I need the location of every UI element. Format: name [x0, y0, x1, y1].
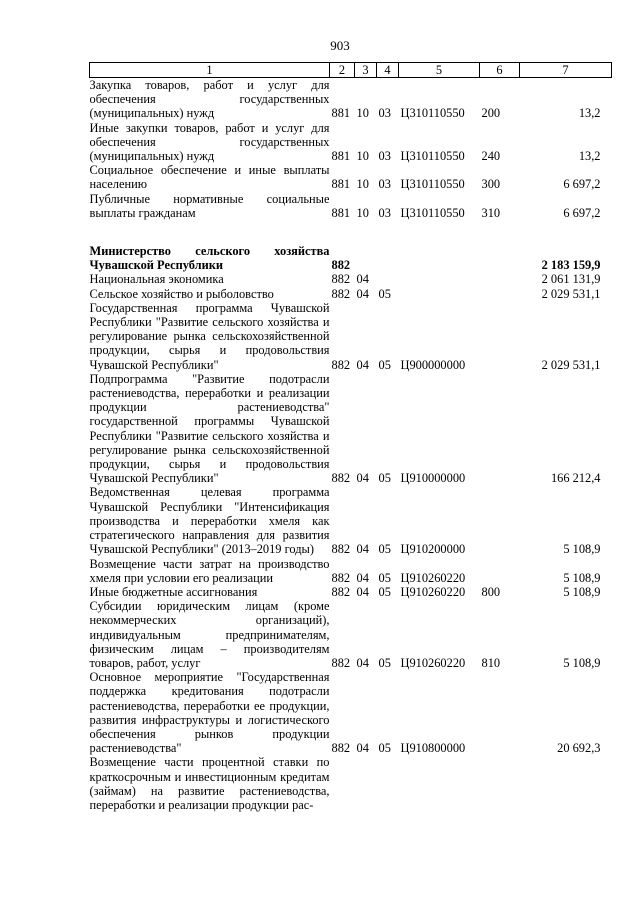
cell-name: Основное мероприятие "Государственная поддержка кредитования подотрасли растениеводства, переработки ее продукции, развития инфраструктуры и логистического обеспечения рынков продукции растениеводства" — [89, 670, 330, 756]
cell-code-pr — [377, 244, 399, 272]
col-header-2: 2 — [330, 63, 355, 78]
cell-code-pr: 05 — [378, 570, 391, 585]
cell-code-vr — [480, 244, 520, 272]
page-number: 903 — [330, 38, 350, 53]
cell-amount: 166 212,4 — [550, 471, 601, 486]
cell-code-vr: 300 — [481, 177, 501, 192]
cell-code-csr — [399, 272, 480, 286]
cell-code-gr: 882 — [331, 286, 351, 301]
table-row — [90, 372, 612, 486]
cell-code-vr: 200 — [481, 106, 501, 121]
cell-name: Подпрограмма "Развитие подотрасли растениеводства, переработки и реализации продукции растениеводства" государственной программы Чувашской Республики "Развитие сельского хозяйства и регулирование рынка сельскохозяйственной продукции, сырья и продовольствия Чувашской Республики" — [89, 371, 330, 486]
cell-amount: 5 108,9 — [563, 584, 601, 599]
cell-code-gr: 882 — [331, 471, 351, 486]
cell-code-pr: 05 — [378, 655, 391, 670]
cell-name: Государственная программа Чувашской Республики "Развитие сельского хозяйства и регулирование рынка сельскохозяйственной продукции, сырья и продовольствия Чувашской Республики" — [89, 300, 330, 372]
table-row — [90, 121, 612, 164]
cell-code-vr — [480, 287, 520, 301]
cell-code-csr — [399, 755, 480, 812]
cell-code-rz: 04 — [356, 357, 369, 372]
col-header-5: 5 — [399, 63, 480, 78]
cell-name: Закупка товаров, работ и услуг для обеспечения государственных (муниципальных) нужд — [89, 78, 330, 121]
table-row — [90, 287, 612, 301]
cell-code-pr: 05 — [378, 471, 391, 486]
cell-code-pr — [377, 272, 399, 286]
table-row — [90, 485, 612, 556]
table-row — [90, 599, 612, 670]
cell-code-gr: 881 — [331, 177, 351, 192]
cell-code-vr — [480, 755, 520, 812]
cell-code-rz: 04 — [356, 272, 369, 287]
cell-amount: 6 697,2 — [563, 205, 601, 220]
col-header-7: 7 — [520, 63, 612, 78]
cell-code-vr — [480, 557, 520, 585]
cell-code-csr: Ц310110550 — [400, 106, 465, 121]
cell-name: Сельское хозяйство и рыболовство — [89, 286, 274, 301]
cell-name: Возмещение части процентной ставки по краткосрочным и инвестиционным кредитам (займам) на развитие растениеводства, переработки и реализации продукции рас- — [89, 755, 330, 812]
cell-code-gr: 882 — [331, 570, 351, 585]
cell-code-vr: 810 — [481, 655, 501, 670]
cell-name: Публичные нормативные социальные выплаты гражданам — [89, 191, 330, 220]
cell-code-rz: 04 — [356, 570, 369, 585]
cell-amount: 2 183 159,9 — [541, 258, 601, 273]
cell-code-pr: 05 — [378, 584, 391, 599]
cell-name: Иные бюджетные ассигнования — [89, 584, 258, 599]
cell-code-rz: 10 — [356, 177, 369, 192]
cell-code-pr: 05 — [378, 286, 391, 301]
table-row — [90, 755, 612, 812]
cell-code-csr: Ц900000000 — [400, 357, 466, 372]
cell-code-gr — [330, 755, 355, 812]
cell-name: Социальное обеспечение и иные выплаты населению — [89, 163, 330, 192]
table-row — [90, 192, 612, 220]
cell-code-pr — [377, 755, 399, 812]
table-row — [90, 670, 612, 755]
table-body — [90, 78, 612, 813]
cell-code-gr: 881 — [331, 205, 351, 220]
cell-code-csr: Ц910260220 — [400, 570, 466, 585]
cell-code-vr — [480, 272, 520, 286]
cell-code-rz: 04 — [356, 584, 369, 599]
cell-code-vr — [480, 485, 520, 556]
table-row — [90, 78, 612, 121]
cell-name: Иные закупки товаров, работ и услуг для обеспечения государственных (муниципальных) нужд — [89, 120, 330, 164]
cell-code-pr: 03 — [378, 106, 391, 121]
cell-code-csr — [399, 287, 480, 301]
cell-code-rz — [355, 755, 377, 812]
col-header-4: 4 — [377, 63, 399, 78]
cell-code-gr: 882 — [331, 741, 351, 756]
spacer-row — [90, 220, 612, 244]
cell-amount: 6 697,2 — [563, 177, 601, 192]
col-header-3: 3 — [355, 63, 377, 78]
cell-code-rz: 10 — [356, 106, 369, 121]
cell-code-rz: 10 — [356, 149, 369, 164]
cell-name: Возмещение части затрат на производство хмеля при условии его реализации — [89, 556, 330, 585]
cell-code-vr — [480, 372, 520, 486]
cell-amount: 2 029 531,1 — [541, 357, 601, 372]
cell-code-rz: 04 — [356, 471, 369, 486]
cell-code-csr: Ц310110550 — [400, 149, 465, 164]
cell-code-pr: 03 — [378, 177, 391, 192]
cell-code-csr: Ц910800000 — [400, 741, 466, 756]
table-row — [90, 585, 612, 599]
cell-code-gr: 882 — [331, 272, 351, 287]
cell-amount: 2 061 131,9 — [541, 272, 601, 287]
cell-code-gr: 882 — [331, 357, 351, 372]
cell-amount: 5 108,9 — [563, 655, 601, 670]
cell-amount: 5 108,9 — [563, 542, 601, 557]
cell-amount: 13,2 — [578, 149, 601, 164]
cell-code-gr: 881 — [331, 149, 351, 164]
col-header-1: 1 — [90, 63, 330, 78]
cell-code-vr: 310 — [481, 205, 501, 220]
cell-code-csr — [399, 244, 480, 272]
cell-code-vr: 240 — [481, 149, 501, 164]
budget-table — [89, 62, 612, 812]
table-row — [90, 244, 612, 272]
cell-code-pr: 05 — [378, 741, 391, 756]
table-row — [90, 557, 612, 585]
cell-name: Министерство сельского хозяйства Чувашской Республики — [89, 244, 330, 273]
cell-code-vr — [480, 670, 520, 755]
spacer-cell — [90, 220, 612, 244]
table-row — [90, 301, 612, 372]
cell-name: Национальная экономика — [89, 272, 224, 287]
cell-code-pr: 03 — [378, 205, 391, 220]
table-row — [90, 163, 612, 191]
cell-amount: 2 029 531,1 — [541, 286, 601, 301]
cell-code-pr: 05 — [378, 357, 391, 372]
cell-code-gr: 881 — [331, 106, 351, 121]
cell-code-rz: 10 — [356, 205, 369, 220]
cell-name: Ведомственная целевая программа Чувашской Республики "Интенсификация производства и переработки хмеля как стратегического направления для развития Чувашской Республики" (2013–2019 годы) — [89, 485, 330, 557]
cell-amount — [520, 755, 612, 812]
cell-amount: 20 692,3 — [557, 741, 601, 756]
cell-name: Субсидии юридическим лицам (кроме некоммерческих организаций), индивидуальным предпринимателям, физическим лицам – производителям товаров, работ, услуг — [89, 599, 330, 670]
cell-code-csr: Ц910000000 — [400, 471, 466, 486]
cell-code-csr: Ц310110550 — [400, 205, 465, 220]
cell-code-gr: 882 — [331, 584, 351, 599]
cell-code-rz: 04 — [356, 286, 369, 301]
cell-code-rz — [355, 244, 377, 272]
cell-code-gr: 882 — [331, 655, 351, 670]
col-header-6: 6 — [480, 63, 520, 78]
cell-code-rz: 04 — [356, 655, 369, 670]
cell-amount: 13,2 — [578, 106, 601, 121]
cell-code-csr: Ц910260220 — [400, 655, 466, 670]
cell-code-rz: 04 — [356, 542, 369, 557]
cell-code-csr: Ц310110550 — [400, 177, 465, 192]
cell-amount: 5 108,9 — [563, 570, 601, 585]
cell-code-rz: 04 — [356, 741, 369, 756]
table-header-row — [90, 63, 612, 78]
table-row — [90, 272, 612, 286]
cell-code-vr: 800 — [481, 584, 501, 599]
cell-code-gr: 882 — [331, 542, 351, 557]
cell-code-csr: Ц910200000 — [400, 542, 466, 557]
cell-code-pr: 05 — [378, 542, 391, 557]
cell-code-pr: 03 — [378, 149, 391, 164]
cell-code-vr — [480, 301, 520, 372]
cell-code-gr: 882 — [331, 258, 351, 273]
cell-code-csr: Ц910260220 — [400, 584, 466, 599]
